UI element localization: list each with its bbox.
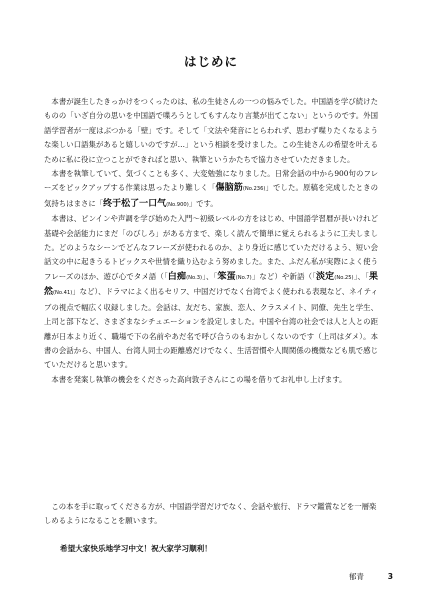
wish-line: 希望大家快乐地学习中文！祝大家学习顺利！ (60, 544, 212, 553)
highlight-phrase: 果然 (44, 271, 378, 298)
text-run: 本書を執筆していて、気づくことも多く、大変勉強になりました。日常会話の中から900句のフレーズをピックアップする作業は思ったより難しく「 (44, 169, 378, 193)
text-run: 」、「 (202, 271, 218, 281)
paragraph-content (44, 212, 378, 372)
highlight-phrase: 淡定 (316, 271, 335, 282)
highlight-phrase: 笨蛋 (217, 271, 236, 282)
paragraph-origin: 本書が誕生したきっかけをつくったのは、私の生徒さんの一つの悩みでした。中国語を学び続けたものの「いざ自分の思いを中国語で喋ろうとしてもすんなり言葉が出てこない」というのです。外国語学習者が一度はぶつかる「壁」です。そして「文法や発音にとらわれず、思わず喋りたくなるような楽しい口語集があると嬉しいのですが…」という相談を受けました。この生徒さんの希望を叶えるために私に役に立つことができればと思い、執筆というかたちで協力させていただきました。 (44, 97, 378, 164)
text-run: 本書は、ピンインや声調を学び始めた入門～初級レベルの方をはじめ、中国語学習暦が長いけれど基礎や会話能力にまだ「のびしろ」がある方まで、楽しく読んで簡単に覚えられるように工夫しました。どのようなシーンでどんなフレーズが使われるのか、より身近に感じていただけるよう、短い会話文の中に起きうるトピックスや世情を織り込むよう努めました。また、ふだん私が実際によく使うフレーズのほか、遊び心でタメ語（「 (44, 214, 378, 281)
page-number: 3 (387, 572, 393, 581)
highlight-phrase: 终于松了一口气 (103, 198, 167, 209)
closing-text (44, 500, 378, 529)
page-title: はじめに (183, 54, 238, 69)
text-run: 」でした。原稿を完成したときの気持ちはまさに「 (44, 183, 378, 208)
body-text (44, 95, 378, 387)
highlight-phrase: 傷脑筋 (215, 183, 243, 194)
text-run: 」、「 (353, 271, 369, 281)
highlight-phrase: 白痴 (167, 271, 187, 282)
phrase-number: (No.900) (166, 201, 189, 208)
text-run: 」です。 (188, 198, 218, 208)
author-name: 郁青 (348, 572, 364, 581)
phrase-number: (No.236) (242, 186, 266, 193)
paragraph-closing: この本を手に取ってくださる方が、中国語学習だけでなく、会話や旅行、ドラマ鑑賞などを一層楽しめるようになることを願います。 (44, 502, 377, 526)
phrase-number: (No.25) (334, 274, 354, 281)
phrase-number: (No.3) (186, 274, 203, 281)
text-run: 」など）や新語（「 (251, 271, 316, 281)
paragraph-writing (44, 167, 378, 212)
text-run: 」など）、ドラマによく出るセリフ、中国だけでなく台湾でよく使われる表現など、ネイティブの視点で幅広く収録しました。会話は、友だち、家族、恋人、クラスメイト、同僚、先生と学生、上司と部下など、さまざまなシチュエーションを設定しました。中国や台湾の社会では人と人との距離が日本より近く、職場で下の名前やあだ名で呼び合うのもおかしくないのです（上司はダメ）。本書の会話から、中国人、台湾人同士の距離感だけでなく、生活習慣や人間関係の機微なども肌で感じていただけると思います。 (44, 287, 378, 370)
phrase-number: (No.41) (53, 290, 73, 297)
paragraph-thanks: 本書を発案し執筆の機会をくださった高向敦子さんにこの場を借りてお礼申し上げます。 (51, 374, 347, 384)
phrase-number: (No.7) (235, 274, 252, 281)
